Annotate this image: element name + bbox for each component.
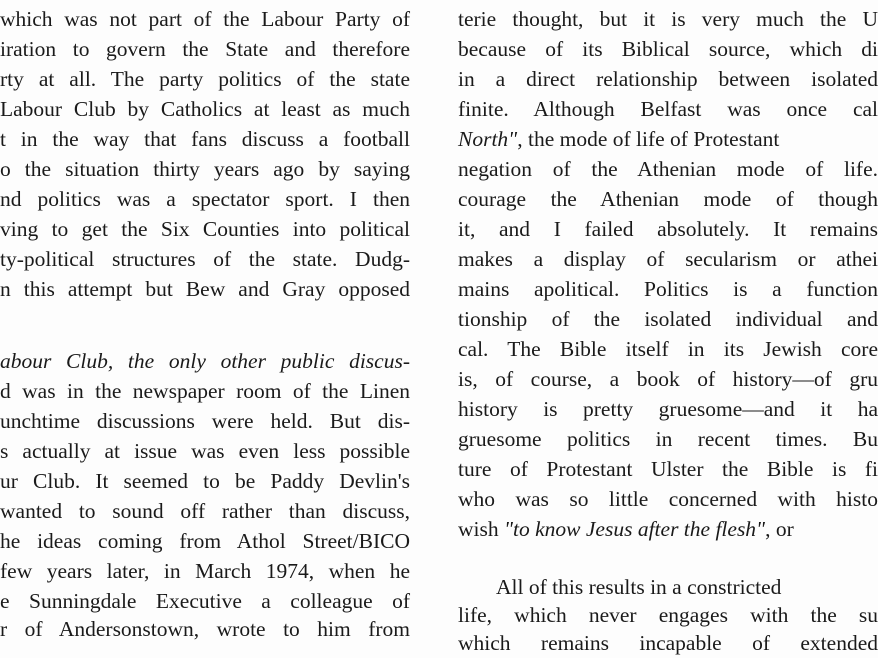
right-line-18-rest: , or: [765, 517, 794, 541]
left-line-11-rest: the only other public discus-: [113, 349, 410, 373]
right-line-14: history is pretty gruesome—and it ha: [458, 397, 878, 421]
left-line-19: e Sunningdale Executive a colleague of: [0, 589, 410, 613]
right-line-10: mains apolitical. Politics is a function: [458, 277, 878, 301]
left-line-9: ty-political structures of the state. Dudg-: [0, 247, 410, 271]
left-line-4: Labour Club by Catholics at least as much: [0, 97, 410, 121]
right-line-19: All of this results in a constricted: [496, 575, 782, 599]
left-line-20: r of Andersonstown, wrote to him from: [0, 617, 410, 641]
right-line-1: terie thought, but it is very much the U: [458, 7, 878, 31]
left-line-17: he ideas coming from Athol Street/BICO: [0, 529, 410, 553]
left-line-11-italic: abour Club,: [0, 349, 114, 373]
right-line-9: makes a display of secularism or athei: [458, 247, 878, 271]
left-line-5: t in the way that fans discuss a football: [0, 127, 410, 151]
right-line-18: [458, 514, 794, 544]
right-line-15: gruesome politics in recent times. Bu: [458, 427, 878, 451]
left-line-11: [0, 346, 410, 376]
right-line-12: cal. The Bible itself in its Jewish core: [458, 337, 878, 361]
left-line-18: few years later, in March 1974, when he: [0, 559, 410, 583]
left-line-7: nd politics was a spectator sport. I then: [0, 187, 410, 211]
right-line-13: is, of course, a book of history—of gru: [458, 367, 878, 391]
right-line-6: negation of the Athenian mode of life.: [458, 157, 878, 181]
right-line-5-italic: North": [458, 127, 518, 151]
left-line-6: o the situation thirty years ago by saying: [0, 157, 410, 181]
right-line-18-italic: "to know Jesus after the flesh": [504, 517, 766, 541]
right-line-18-prefix: wish: [458, 517, 504, 541]
right-line-3: in a direct relationship between isolated: [458, 67, 878, 91]
right-line-5: [458, 124, 779, 154]
right-line-21: which remains incapable of extended: [458, 631, 878, 655]
right-line-7: courage the Athenian mode of though: [458, 187, 878, 211]
left-line-12: d was in the newspaper room of the Linen: [0, 379, 410, 403]
right-line-8: it, and I failed absolutely. It remains: [458, 217, 878, 241]
right-line-2: because of its Biblical source, which di: [458, 37, 878, 61]
right-line-17: who was so little concerned with histo: [458, 487, 878, 511]
left-line-16: wanted to sound off rather than discuss,: [0, 499, 410, 523]
left-line-13: unchtime discussions were held. But dis-: [0, 409, 410, 433]
left-line-2: iration to govern the State and therefore: [0, 37, 410, 61]
left-line-15: ur Club. It seemed to be Paddy Devlin's: [0, 469, 410, 493]
left-line-3: rty at all. The party politics of the state: [0, 67, 410, 91]
left-line-8: ving to get the Six Counties into political: [0, 217, 410, 241]
right-line-11: tionship of the isolated individual and: [458, 307, 878, 331]
right-line-5-rest: , the mode of life of Protestant: [517, 127, 780, 151]
left-line-1: which was not part of the Labour Party of: [0, 7, 410, 31]
right-line-20: life, which never engages with the su: [458, 603, 878, 627]
right-line-4: finite. Although Belfast was once cal: [458, 97, 878, 121]
right-line-16: ture of Protestant Ulster the Bible is fi: [458, 457, 878, 481]
left-line-14: s actually at issue was even less possible: [0, 439, 410, 463]
left-line-10: n this attempt but Bew and Gray opposed: [0, 277, 410, 301]
